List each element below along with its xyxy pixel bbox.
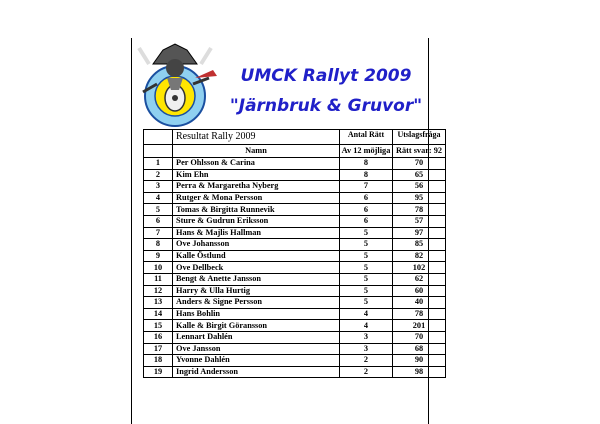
- table-caption: Resultat Rally 2009: [173, 130, 340, 145]
- tiebreak-cell: 78: [393, 308, 446, 320]
- name-cell: Ove Jansson: [173, 343, 340, 355]
- tiebreak-cell: 70: [393, 158, 446, 170]
- tiebreak-cell: 78: [393, 204, 446, 216]
- correct-cell: 5: [340, 239, 393, 251]
- correct-cell: 7: [340, 181, 393, 193]
- club-logo-icon: [133, 34, 223, 130]
- tiebreak-cell: 62: [393, 273, 446, 285]
- name-cell: Tomas & Birgitta Runnevik: [173, 204, 340, 216]
- name-cell: Rutger & Mona Persson: [173, 192, 340, 204]
- tiebreak-cell: 65: [393, 169, 446, 181]
- rank-cell: 1: [144, 158, 173, 170]
- tiebreak-cell: 98: [393, 366, 446, 378]
- rank-cell: 10: [144, 262, 173, 274]
- rank-cell: 7: [144, 227, 173, 239]
- page-title: UMCK Rallyt 2009: [240, 66, 412, 86]
- correct-cell: 8: [340, 169, 393, 181]
- correct-cell: 2: [340, 355, 393, 367]
- table-header-row: [144, 130, 446, 145]
- tiebreak-cell: 90: [393, 355, 446, 367]
- rank-cell: 13: [144, 297, 173, 309]
- table-row: [144, 320, 446, 332]
- correct-cell: 4: [340, 320, 393, 332]
- header-answer: Rätt svar: 92: [393, 145, 446, 158]
- header-tiebreak: Utslagsfråga: [393, 130, 446, 145]
- name-cell: Bengt & Anette Jansson: [173, 273, 340, 285]
- rank-cell: 15: [144, 320, 173, 332]
- table-row: [144, 250, 446, 262]
- table-row: [144, 158, 446, 170]
- rank-cell: 3: [144, 181, 173, 193]
- table-row: [144, 343, 446, 355]
- correct-cell: 5: [340, 273, 393, 285]
- name-cell: Ove Johansson: [173, 239, 340, 251]
- rank-cell: 16: [144, 331, 173, 343]
- table-row: [144, 215, 446, 227]
- correct-cell: 5: [340, 227, 393, 239]
- rank-cell: 2: [144, 169, 173, 181]
- table-row: [144, 285, 446, 297]
- table-row: [144, 308, 446, 320]
- table-row: [144, 262, 446, 274]
- rank-cell: 9: [144, 250, 173, 262]
- correct-cell: 5: [340, 250, 393, 262]
- tiebreak-cell: 95: [393, 192, 446, 204]
- name-cell: Per Ohlsson & Carina: [173, 158, 340, 170]
- table-row: [144, 169, 446, 181]
- tiebreak-cell: 82: [393, 250, 446, 262]
- correct-cell: 5: [340, 297, 393, 309]
- name-cell: Ove Dellbeck: [173, 262, 340, 274]
- table-row: [144, 181, 446, 193]
- name-cell: Yvonne Dahlén: [173, 355, 340, 367]
- name-cell: Harry & Ulla Hurtig: [173, 285, 340, 297]
- tiebreak-cell: 40: [393, 297, 446, 309]
- header-name: Namn: [173, 145, 340, 158]
- page-subtitle: "Järnbruk & Gruvor": [229, 96, 423, 116]
- correct-cell: 2: [340, 366, 393, 378]
- table-row: [144, 239, 446, 251]
- rank-cell: 6: [144, 215, 173, 227]
- table-row: [144, 204, 446, 216]
- rank-cell: 5: [144, 204, 173, 216]
- page-border-left: [131, 38, 132, 424]
- tiebreak-cell: 97: [393, 227, 446, 239]
- name-cell: Sture & Gudrun Eriksson: [173, 215, 340, 227]
- rank-cell: 11: [144, 273, 173, 285]
- correct-cell: 4: [340, 308, 393, 320]
- header-correct: Antal Rätt: [340, 130, 393, 145]
- name-cell: Ingrid Andersson: [173, 366, 340, 378]
- name-cell: Kalle Östlund: [173, 250, 340, 262]
- table-row: [144, 273, 446, 285]
- name-cell: Perra & Margaretha Nyberg: [173, 181, 340, 193]
- name-cell: Anders & Signe Persson: [173, 297, 340, 309]
- correct-cell: 6: [340, 215, 393, 227]
- tiebreak-cell: 57: [393, 215, 446, 227]
- table-row: [144, 355, 446, 367]
- name-cell: Kim Ehn: [173, 169, 340, 181]
- table-row: [144, 227, 446, 239]
- rank-cell: 18: [144, 355, 173, 367]
- name-cell: Hans Bohlin: [173, 308, 340, 320]
- rank-cell: 12: [144, 285, 173, 297]
- table-row: [144, 192, 446, 204]
- correct-cell: 6: [340, 204, 393, 216]
- name-cell: Hans & Majlis Hallman: [173, 227, 340, 239]
- tiebreak-cell: 70: [393, 331, 446, 343]
- name-cell: Lennart Dahlén: [173, 331, 340, 343]
- tiebreak-cell: 56: [393, 181, 446, 193]
- correct-cell: 8: [340, 158, 393, 170]
- table-row: [144, 297, 446, 309]
- tiebreak-cell: 85: [393, 239, 446, 251]
- tiebreak-cell: 68: [393, 343, 446, 355]
- table-subheader-row: [144, 145, 446, 158]
- table-row: [144, 331, 446, 343]
- tiebreak-cell: 60: [393, 285, 446, 297]
- rank-cell: 19: [144, 366, 173, 378]
- header-possible: Av 12 möjliga: [340, 145, 393, 158]
- rank-cell: 14: [144, 308, 173, 320]
- tiebreak-cell: 102: [393, 262, 446, 274]
- rank-cell: 17: [144, 343, 173, 355]
- header-cell-empty: [144, 130, 173, 145]
- correct-cell: 5: [340, 285, 393, 297]
- correct-cell: 6: [340, 192, 393, 204]
- tiebreak-cell: 201: [393, 320, 446, 332]
- correct-cell: 5: [340, 262, 393, 274]
- table-row: [144, 366, 446, 378]
- subheader-cell-empty: [144, 145, 173, 158]
- correct-cell: 3: [340, 343, 393, 355]
- results-table: [143, 129, 446, 378]
- rank-cell: 4: [144, 192, 173, 204]
- rank-cell: 8: [144, 239, 173, 251]
- correct-cell: 3: [340, 331, 393, 343]
- name-cell: Kalle & Birgit Göransson: [173, 320, 340, 332]
